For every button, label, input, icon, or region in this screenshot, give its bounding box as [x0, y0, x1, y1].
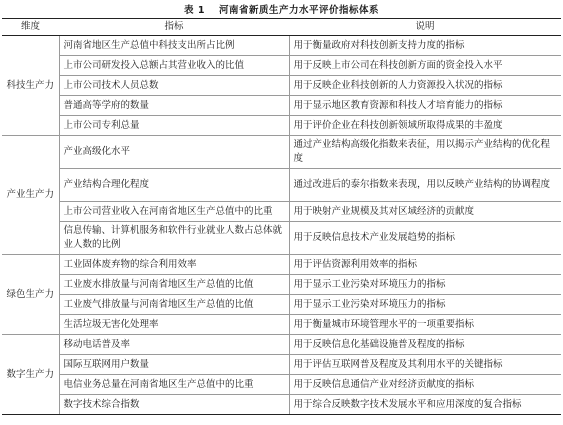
- indicator-cell: 信息传输、计算机服务和软件行业就业人数占总体就业人数的比例: [59, 222, 289, 255]
- table-title: 河南省新质生产力水平评价指标体系: [218, 5, 379, 16]
- description-cell: 用于显示地区教育资源和科技人才培育能力的指标: [289, 96, 561, 116]
- table-row: [2, 136, 561, 169]
- description-cell: 用于反映信息技术产业发展趋势的指标: [289, 222, 561, 255]
- indicator-cell: 上市公司研发投入总额占其营业收入的比值: [59, 56, 289, 76]
- description-cell: 用于评价企业在科技创新领域所取得成果的丰盈度: [289, 116, 561, 136]
- description-cell: 用于显示工业污染对环境压力的指标: [289, 275, 561, 295]
- indicator-cell: 河南省地区生产总值中科技支出所占比例: [59, 36, 289, 56]
- table-row: [2, 395, 561, 415]
- indicator-cell: 上市公司营业收入在河南省地区生产总值中的比重: [59, 202, 289, 222]
- table-row: [2, 295, 561, 315]
- indicator-cell: 电信业务总量在河南省地区生产总值中的比重: [59, 375, 289, 395]
- description-cell: 用于反映企业科技创新的人力资源投入状况的指标: [289, 76, 561, 96]
- table-row: [2, 222, 561, 255]
- dimension-cell: 数字生产力: [2, 335, 59, 415]
- description-cell: 用于反映上市公司在科技创新方面的资金投入水平: [289, 56, 561, 76]
- table-row: [2, 116, 561, 136]
- table-row: [2, 96, 561, 116]
- description-cell: 用于反映信息通信产业对经济贡献度的指标: [289, 375, 561, 395]
- indicator-cell: 产业高级化水平: [59, 136, 289, 169]
- dimension-cell: 科技生产力: [2, 36, 59, 136]
- description-cell: 用于评估互联网普及程度及其利用水平的关键指标: [289, 355, 561, 375]
- table-row: [2, 76, 561, 96]
- table-number: 表 1: [184, 5, 205, 16]
- indicator-cell: 产业结构合理化程度: [59, 169, 289, 202]
- header-dimension: 维度: [2, 19, 59, 36]
- description-cell: 用于综合反映数字技术发展水平和应用深度的复合指标: [289, 395, 561, 415]
- indicator-cell: 移动电话普及率: [59, 335, 289, 355]
- description-cell: 用于显示工业污染对环境压力的指标: [289, 295, 561, 315]
- indicator-cell: 工业废气排放量与河南省地区生产总值的比值: [59, 295, 289, 315]
- description-cell: 通过产业结构高级化指数来表征，用以揭示产业结构的优化程度: [289, 136, 561, 169]
- table-row: [2, 56, 561, 76]
- description-cell: 用于评估资源利用效率的指标: [289, 255, 561, 275]
- description-cell: 通过改进后的泰尔指数来表现，用以反映产业结构的协调程度: [289, 169, 561, 202]
- dimension-cell: 产业生产力: [2, 136, 59, 255]
- description-cell: 用于衡量政府对科技创新支持力度的指标: [289, 36, 561, 56]
- description-cell: 用于映射产业规模及其对区域经济的贡献度: [289, 202, 561, 222]
- indicator-cell: 工业废水排放量与河南省地区生产总值的比值: [59, 275, 289, 295]
- indicator-cell: 生活垃圾无害化处理率: [59, 315, 289, 335]
- table-row: [2, 275, 561, 295]
- table-row: [2, 36, 561, 56]
- table-row: [2, 255, 561, 275]
- description-cell: 用于衡量城市环境管理水平的一项重要指标: [289, 315, 561, 335]
- table-row: [2, 315, 561, 335]
- dimension-cell: 绿色生产力: [2, 255, 59, 335]
- table-row: [2, 169, 561, 202]
- description-cell: 用于反映信息化基础设施普及程度的指标: [289, 335, 561, 355]
- indicator-table: [2, 18, 561, 415]
- indicator-cell: 数字技术综合指数: [59, 395, 289, 415]
- table-row: [2, 355, 561, 375]
- table-row: [2, 202, 561, 222]
- header-description: 说明: [289, 19, 561, 36]
- table-row: [2, 375, 561, 395]
- table-row: [2, 335, 561, 355]
- header-row: [2, 19, 561, 36]
- indicator-cell: 工业固体废弃物的综合利用效率: [59, 255, 289, 275]
- indicator-cell: 上市公司技术人员总数: [59, 76, 289, 96]
- indicator-cell: 普通高等学府的数量: [59, 96, 289, 116]
- table-caption: [0, 2, 563, 16]
- indicator-cell: 上市公司专利总量: [59, 116, 289, 136]
- header-indicator: 指标: [59, 19, 289, 36]
- indicator-cell: 国际互联网用户数量: [59, 355, 289, 375]
